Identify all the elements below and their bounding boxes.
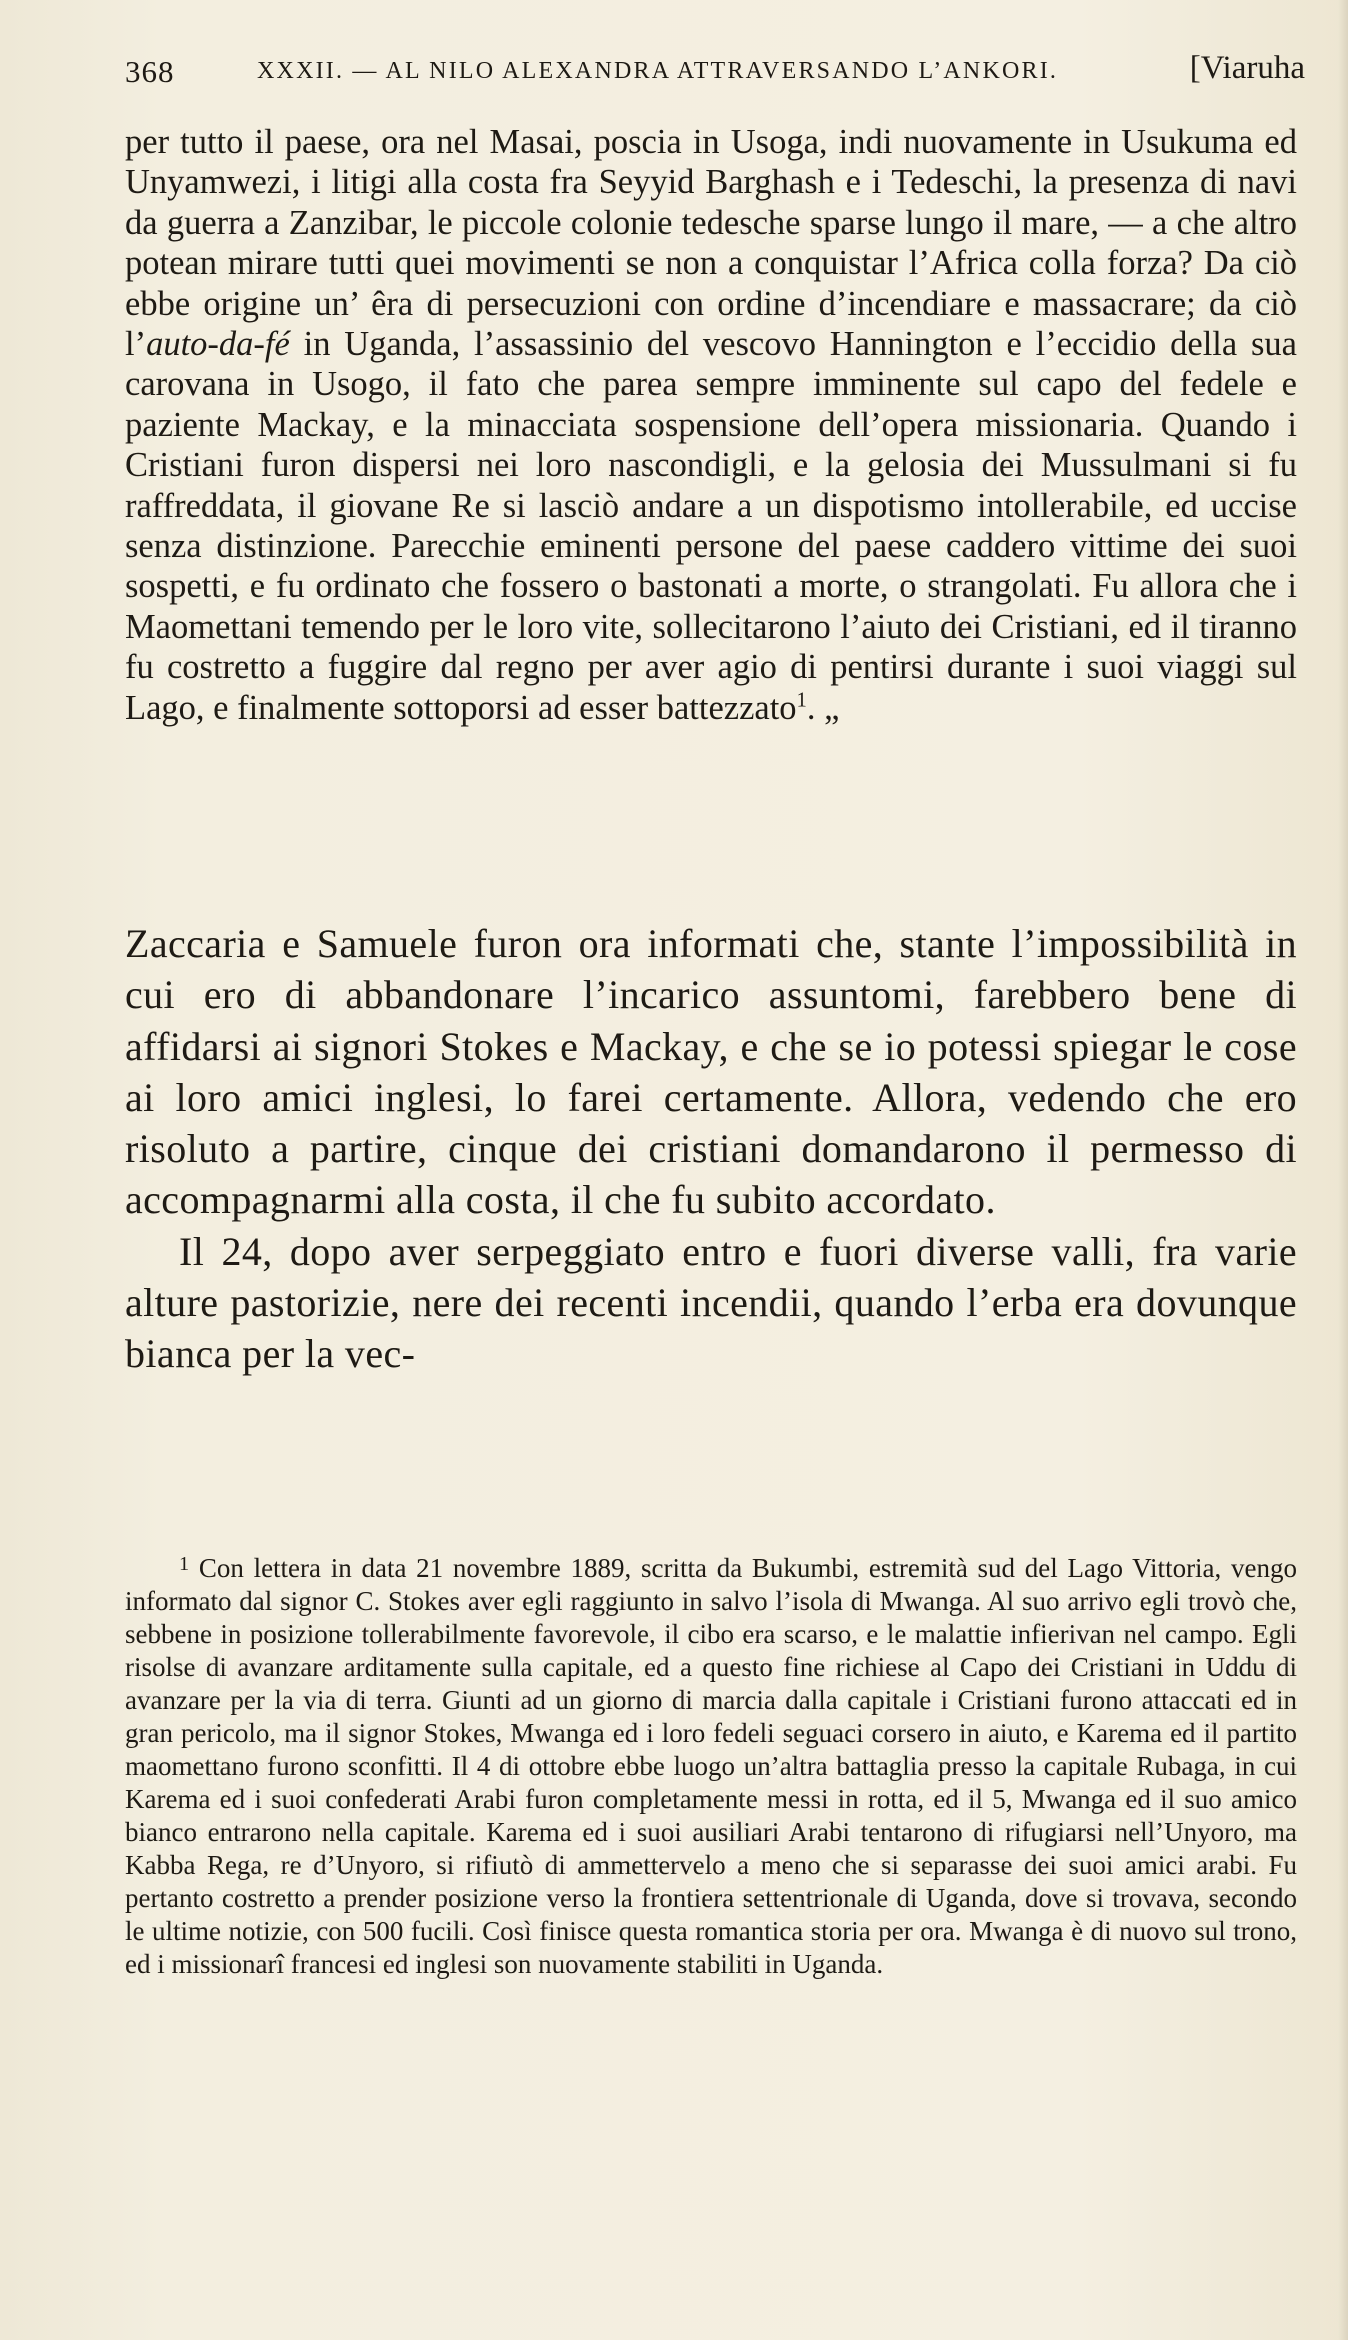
running-place: [Viaruha [1189, 50, 1305, 86]
footnote-text: Con lettera in data 21 novembre 1889, scritta da Bukumbi, estremità sud del Lago Vittoria, vengo informato dal signor C. Stokes aver egli raggiunto in salvo l’isola di Mwanga. Al suo arrivo egli trovò che, sebbene in posizione tollerabilmente favorevole, il cibo era scarso, e le malattie infierivan nel campo. Egli risolse di avanzare arditamente sulla capitale, ed a questo fine richiese al Capo dei Cristiani in Uddu di avanzare per la via di terra. Giunti ad un giorno di marcia dalla capitale i Cristiani furono attaccati ed in gran pericolo, ma il signor Stokes, Mwanga ed i loro fedeli seguaci corsero in aiuto, e Karema ed il partito maomettano furono sconfitti. Il 4 di ottobre ebbe luogo un’altra battaglia presso la capitale Rubaga, in cui Karema ed i suoi confederati Arabi furon completamente messi in rotta, ed il 5, Mwanga ed il suo amico bianco entrarono nella capitale. Karema ed i suoi ausiliari Arabi tentarono di rifugiarsi nell’Unyoro, ma Kabba Rega, re d’Unyoro, si rifiutò di ammettervelo a meno che si separasse dei suoi amici arabi. Fu pertanto costretto a prender posizione verso la frontiera settentrionale di Uganda, dove si trovava, secondo le ultime notizie, con 500 fucili. Così finisce questa romantica storia per ora. Mwanga è di nuovo sul trono, ed i missionarî francesi ed inglesi son nuovamente stabiliti in Uganda. [125, 1553, 1297, 1979]
footnote-marker: 1 [179, 1552, 190, 1575]
page-number: 368 [125, 54, 175, 89]
page-edge-shadow [1338, 0, 1348, 2340]
quote-closing: . „ [806, 688, 840, 727]
footnote [125, 1552, 1297, 1981]
body-paragraph-2: Il 24, dopo aver serpeggiato entro e fuori diverse valli, fra varie alture pastorizie, nere dei recenti incendii, quando l’erba era dovunque bianca per la vec- [125, 1228, 1297, 1377]
quote-italic-term: auto-da-fé [146, 325, 290, 364]
quote-text-part-2: in Uganda, l’assassinio del vescovo Hannington e l’eccidio della sua carovana in Usogo, il fato che parea sempre imminente sul capo del fedele e paziente Mackay, e la minacciata sospensione dell’opera missionaria. Quando i Cristiani furon dispersi nei loro nascondigli, e la gelosia dei Mussulmani si fu raffreddata, il giovane Re si lasciò andare a un dispotismo intollerabile, ed uccise senza distinzione. Parecchie eminenti persone del paese caddero vittime dei suoi sospetti, e fu ordinato che fossero o bastonati a morte, o strangolati. Fu allora che i Maomettani temendo per le loro vite, sollecitarono l’aiuto dei Cristiani, ed il tiranno fu costretto a fuggire dal regno per aver agio di pentirsi durante i suoi viaggi sul Lago, e finalmente sottoporsi ad esser battezzato [125, 325, 1297, 727]
quoted-passage [125, 122, 1297, 728]
footnote-reference: 1 [796, 689, 807, 712]
running-header [125, 44, 1305, 104]
body-paragraph-1: Zaccaria e Samuele furon ora informati che, stante l’impossibilità in cui ero di abbandonare l’incarico assuntomi, farebbero bene di affidarsi ai signori Stokes e Mackay, e che se io potessi spiegar le cose ai loro amici inglesi, lo farei certamente. Allora, vedendo che ero risoluto a partire, cinque dei cristiani domandarono il permesso di accompagnarmi alla costa, il che fu subito accordato. [125, 921, 1297, 1223]
quoted-paragraph [125, 122, 1297, 728]
main-text [125, 918, 1297, 1380]
footnote-paragraph [125, 1552, 1297, 1981]
quote-text-part-1: per tutto il paese, ora nel Masai, poscia in Usoga, indi nuovamente in Usukuma ed Unyamwezi, i litigi alla costa fra Seyyid Barghash e i Tedeschi, la presenza di navi da guerra a Zanzibar, le piccole colonie tedesche sparse lungo il mare, — a che altro potean mirare tutti quei movimenti se non a conquistar l’Africa colla forza? Da ciò ebbe origine un’ êra di persecuzioni con ordine d’incendiare e massacrare; da ciò l’ [125, 123, 1297, 364]
running-title: XXXII. — AL NILO ALEXANDRA ATTRAVERSANDO L’ANKORI. [257, 58, 1059, 84]
